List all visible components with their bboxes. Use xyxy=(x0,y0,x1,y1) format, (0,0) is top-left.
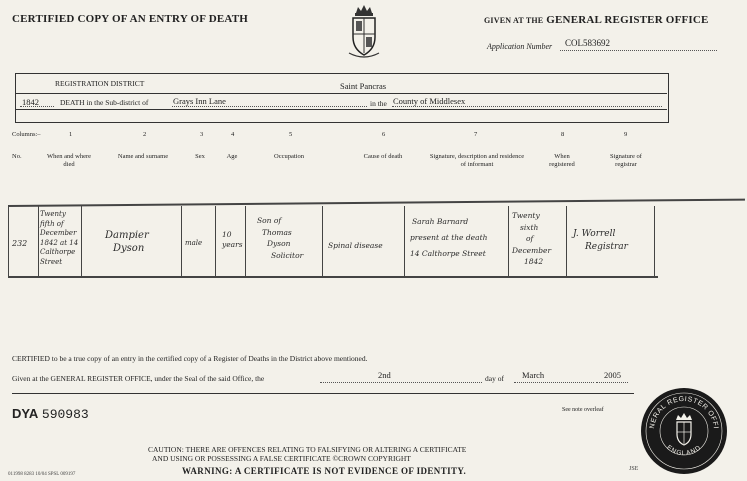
entry-registrar: J. Worrell Registrar xyxy=(573,229,628,252)
col-num-1: 1 xyxy=(69,131,73,138)
col-num-2: 2 xyxy=(143,131,147,138)
col-header-when-where: When and where died xyxy=(46,153,92,168)
county-value: County of Middlesex xyxy=(393,96,466,106)
entry-name: Dampier Dyson xyxy=(105,230,149,254)
day-of-label: day of xyxy=(485,374,504,383)
entry-age: 10 years xyxy=(222,230,243,249)
col-header-when-registered: When registered xyxy=(549,153,575,168)
entry-when-registered: Twenty sixth of December 1842 xyxy=(512,211,552,266)
given-at-statement: Given at the GENERAL REGISTER OFFICE, under the Seal of the said Office, the xyxy=(12,374,265,383)
col-num-8: 8 xyxy=(561,131,565,138)
seal-text-bottom: ENGLAND xyxy=(665,444,703,458)
certification-year: 2005 xyxy=(604,370,621,380)
no-label: No. xyxy=(12,153,22,160)
entry-cause: Spinal disease xyxy=(328,241,383,250)
seal-text-top: NERAL REGISTER OFFI xyxy=(649,395,719,430)
registration-district-label: REGISTRATION DISTRICT xyxy=(55,79,145,88)
see-note-overleaf: See note overleaf xyxy=(562,407,604,413)
gro-seal-icon xyxy=(640,387,728,475)
given-at-prefix: GIVEN AT THE xyxy=(484,16,544,25)
in-the-label: in the xyxy=(370,99,387,108)
jse-code: JSE xyxy=(629,466,639,472)
serial-number: DYA 590983 xyxy=(12,406,89,422)
registration-district-value: Saint Pancras xyxy=(340,81,387,91)
caution-line-2: AND USING OR POSSESSING A FALSE CERTIFICATE ©CROWN COPYRIGHT xyxy=(152,454,411,463)
columns-label: Columns:– xyxy=(12,131,41,138)
entry-informant: Sarah Barnard present at the death 14 Calthorpe Street xyxy=(410,217,488,258)
col-header-age: Age xyxy=(226,153,238,160)
col-num-7: 7 xyxy=(474,131,478,138)
col-header-registrar: Signature of registrar xyxy=(610,153,642,168)
entry-number: 232 xyxy=(12,239,28,248)
certification-day: 2nd xyxy=(378,370,391,380)
entry-when-where: Twenty fifth of December 1842 at 14 Calthorpe Street xyxy=(40,210,79,266)
entry-sex: male xyxy=(185,239,203,247)
subdistrict-value: Grays Inn Lane xyxy=(173,96,226,106)
col-num-3: 3 xyxy=(200,131,204,138)
col-header-cause: Cause of death xyxy=(363,153,403,160)
death-in-subdistrict-label: DEATH in the Sub-district of xyxy=(60,98,149,107)
certified-statement: CERTIFIED to be a true copy of an entry in the certified copy of a Register of Deaths in the District above mentioned. xyxy=(12,354,368,363)
col-header-occupation: Occupation xyxy=(274,153,304,160)
certification-month: March xyxy=(522,370,545,380)
print-codes: 011998 8283 10/04 SPSL 009197 xyxy=(8,472,76,477)
registration-year: 1842 xyxy=(22,97,39,107)
certificate-title: CERTIFIED COPY OF AN ENTRY OF DEATH xyxy=(12,13,249,25)
given-at-header xyxy=(484,14,709,26)
entry-occupation: Son of Thomas Dyson Solicitor xyxy=(257,216,304,260)
entry-row-bottom-border xyxy=(8,276,658,278)
col-num-5: 5 xyxy=(289,131,293,138)
col-header-sex: Sex xyxy=(195,153,205,160)
given-at-office: GENERAL REGISTER OFFICE xyxy=(546,14,709,26)
col-num-6: 6 xyxy=(382,131,386,138)
application-number-label: Application Number xyxy=(487,42,553,51)
caution-line-1: CAUTION: THERE ARE OFFENCES RELATING TO FALSIFYING OR ALTERING A CERTIFICATE xyxy=(148,445,467,454)
col-header-name: Name and surname xyxy=(117,153,169,160)
col-num-4: 4 xyxy=(231,131,235,138)
col-header-informant: Signature, description and residence of informant xyxy=(429,153,525,168)
royal-crest-icon xyxy=(346,3,382,61)
identity-warning: WARNING: A CERTIFICATE IS NOT EVIDENCE OF IDENTITY. xyxy=(182,466,467,476)
application-number: COL583692 xyxy=(565,38,610,48)
col-num-9: 9 xyxy=(624,131,628,138)
entry-row-top-border xyxy=(8,199,745,207)
footer-divider xyxy=(12,393,634,394)
